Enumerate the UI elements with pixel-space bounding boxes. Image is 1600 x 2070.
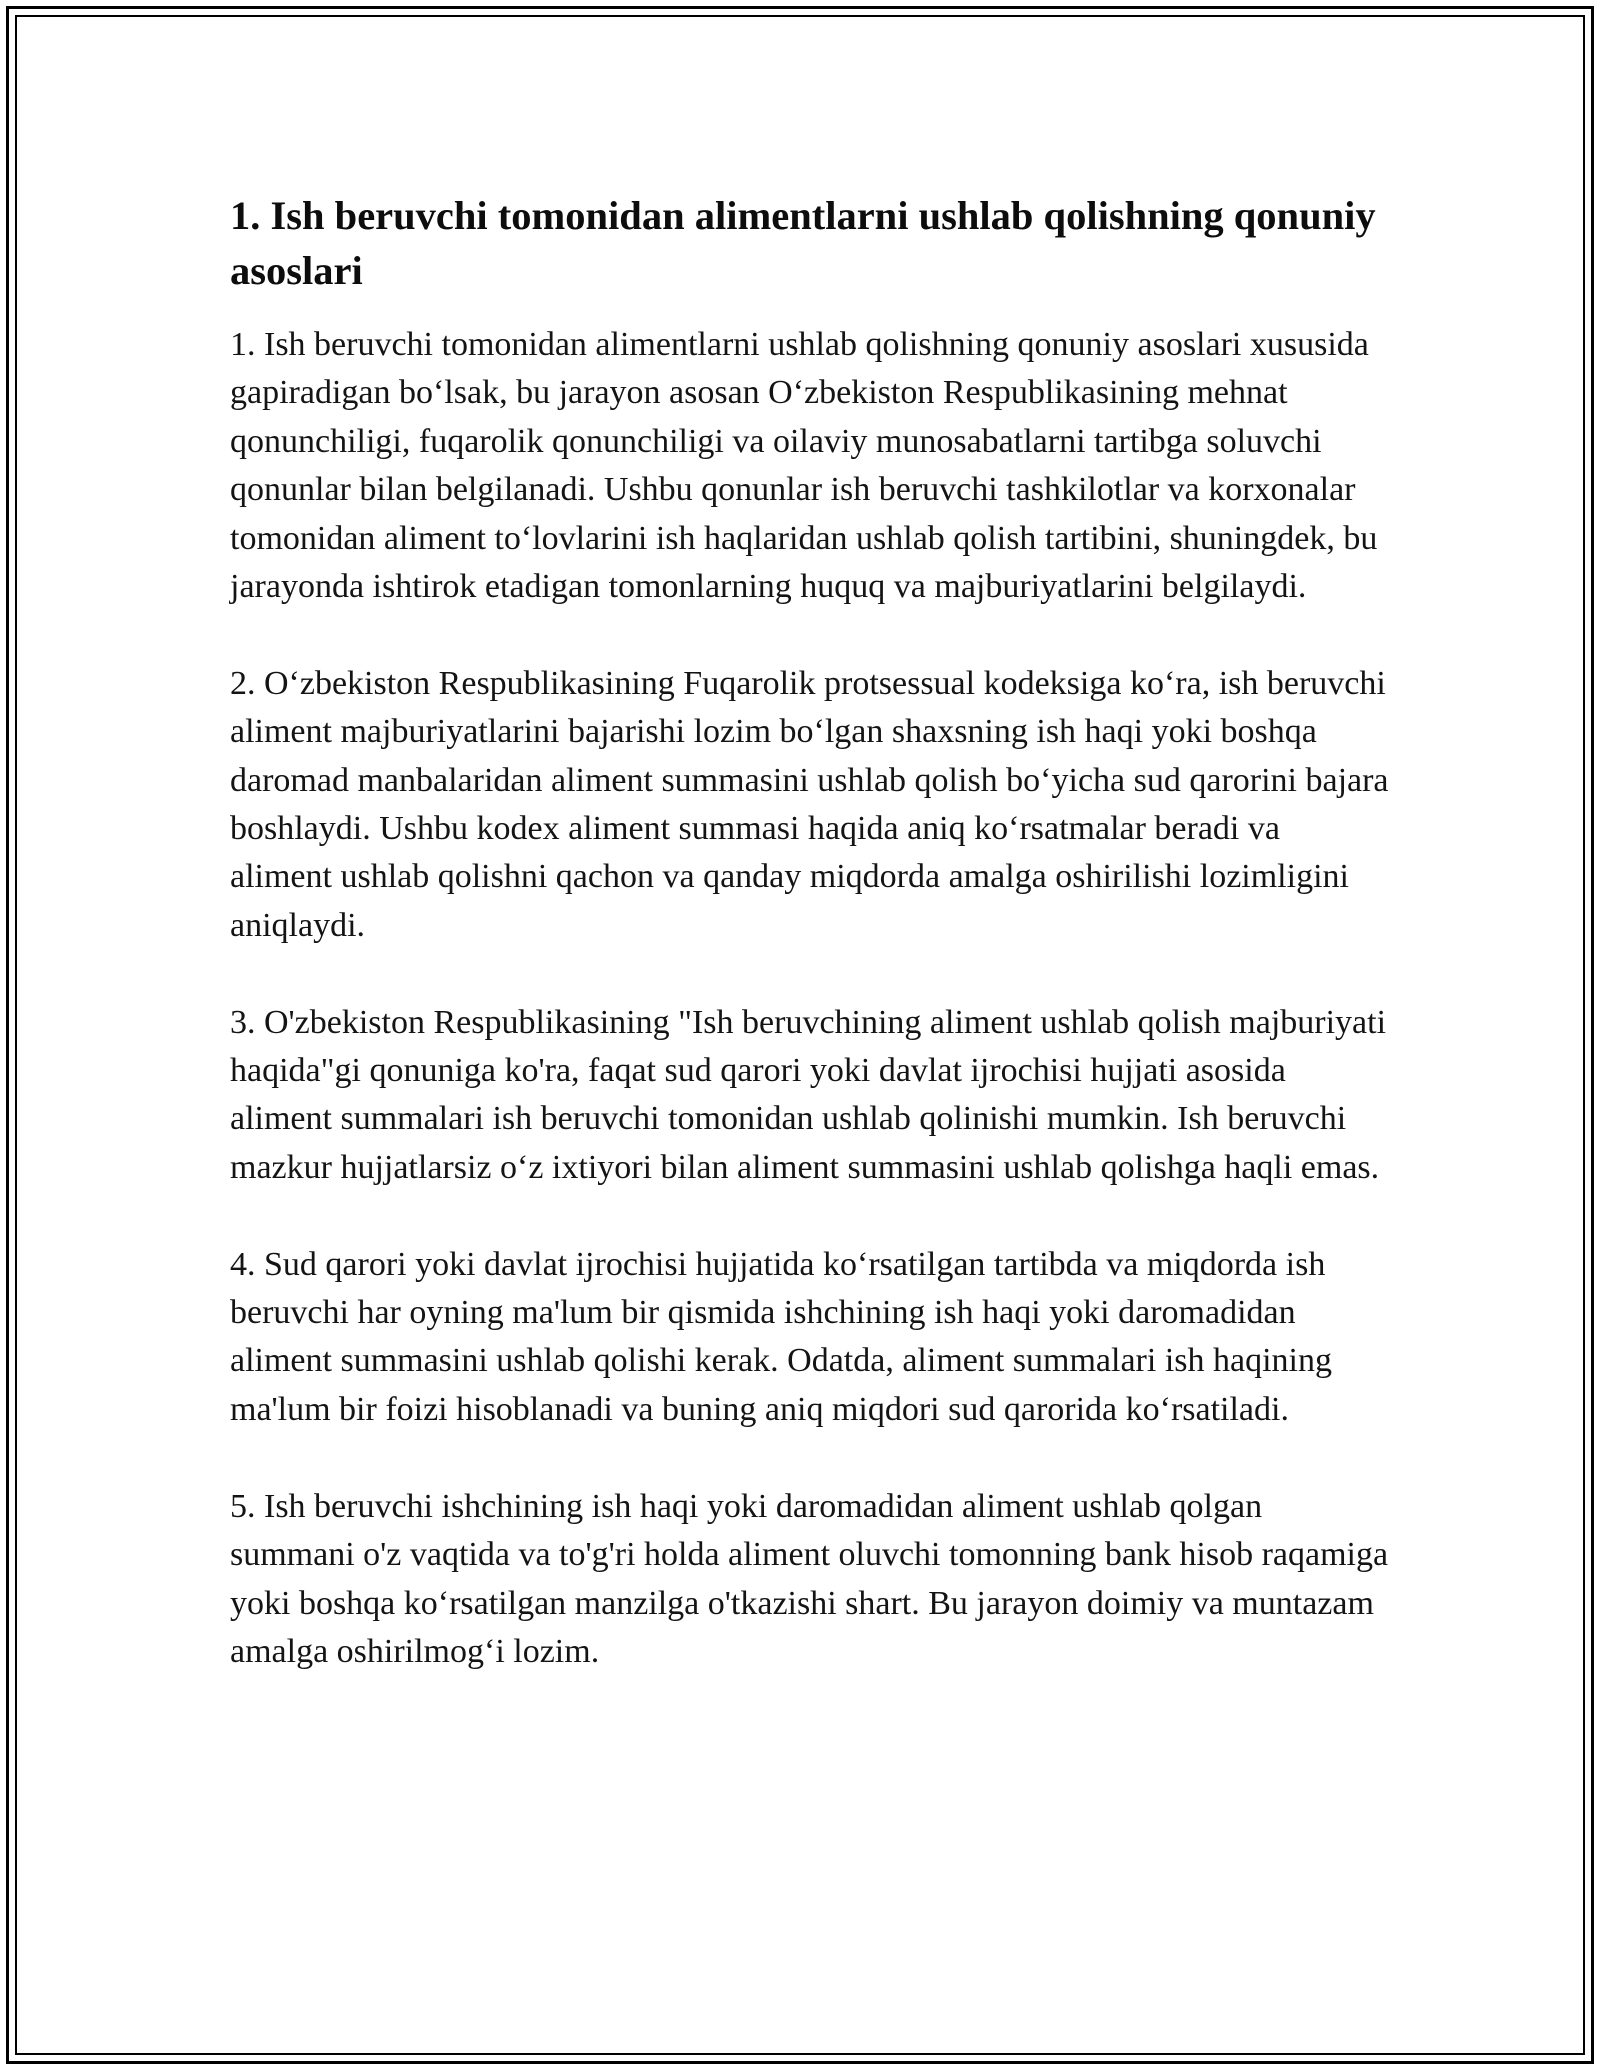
document-body bbox=[230, 188, 1390, 1676]
document-heading: 1. Ish beruvchi tomonidan alimentlarni ushlab qolishning qonuniy asoslari bbox=[230, 193, 1376, 293]
paragraph-2: 2. O‘zbekiston Respublikasining Fuqarolik protsessual kodeksiga ko‘ra, ish beruvchi aliment majburiyatlarini bajarishi lozim bo‘lgan shaxsning ish haqi yoki boshqa daromad manbalaridan aliment summasini ushlab qolish bo‘yicha sud qarorini bajara boshlaydi. Ushbu kodex aliment summasi haqida aniq ko‘rsatmalar beradi va aliment ushlab qolishni qachon va qanday miqdorda amalga oshirilishi lozimligini aniqlaydi. bbox=[230, 664, 1389, 944]
paragraph-1: 1. Ish beruvchi tomonidan alimentlarni ushlab qolishning qonuniy asoslari xususida gapiradigan bo‘lsak, bu jarayon asosan O‘zbekiston Respublikasining mehnat qonunchiligi, fuqarolik qonunchiligi va oilaviy munosabatlarni tartibga soluvchi qonunlar bilan belgilanadi. Ushbu qonunlar ish beruvchi tashkilotlar va korxonalar tomonidan aliment to‘lovlarini ish haqlaridan ushlab qolish tartibini, shuningdek, bu jarayonda ishtirok etadigan tomonlarning huquq va majburiyatlarini belgilaydi. bbox=[230, 326, 1378, 606]
paragraph-3: 3. O'zbekiston Respublikasining "Ish beruvchining aliment ushlab qolish majburiyati haqida"gi qonuniga ko'ra, faqat sud qarori yoki davlat ijrochisi hujjati asosida aliment summalari ish beruvchi tomonidan ushlab qolinishi mumkin. Ish beruvchi mazkur hujjatlarsiz o‘z ixtiyori bilan aliment summasini ushlab qolishga haqli emas. bbox=[230, 1003, 1387, 1186]
paragraph-4: 4. Sud qarori yoki davlat ijrochisi hujjatida ko‘rsatilgan tartibda va miqdorda ish beruvchi har oyning ma'lum bir qismida ishchining ish haqi yoki daromadidan aliment summasini ushlab qolishi kerak. Odatda, aliment summalari ish haqining ma'lum bir foizi hisoblanadi va buning aniq miqdori sud qarorida ko‘rsatiladi. bbox=[230, 1245, 1332, 1428]
paragraph-5: 5. Ish beruvchi ishchining ish haqi yoki daromadidan aliment ushlab qolgan summani o'z vaqtida va to'g'ri holda aliment oluvchi tomonning bank hisob raqamiga yoki boshqa ko‘rsatilgan manzilga o'tkazishi shart. Bu jarayon doimiy va muntazam amalga oshirilmog‘i lozim. bbox=[230, 1487, 1389, 1670]
